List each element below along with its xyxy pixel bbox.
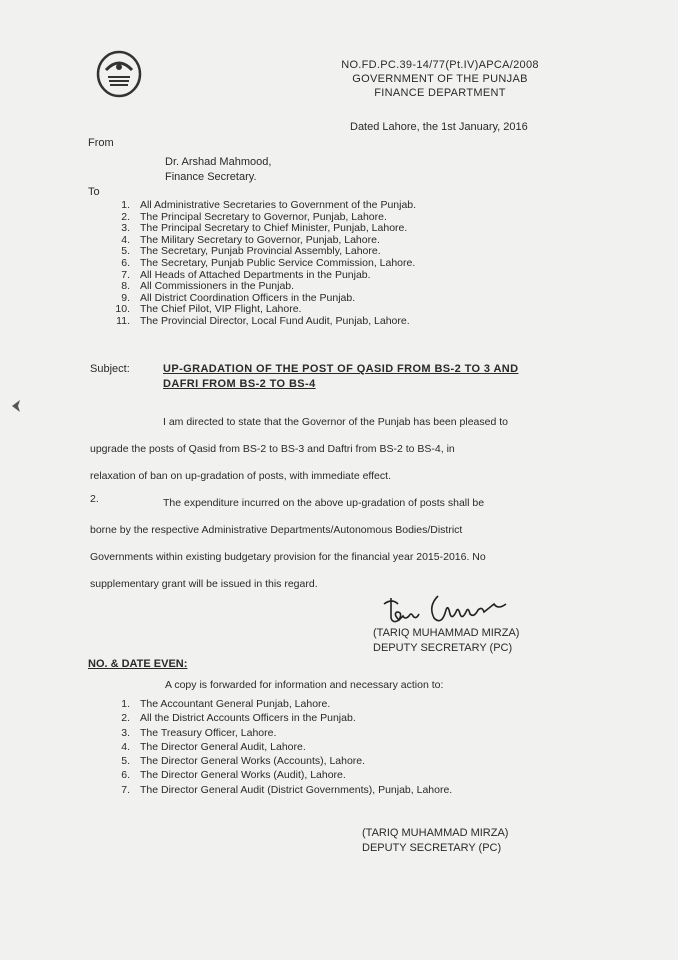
list-item bbox=[108, 697, 548, 711]
signatory-designation: DEPUTY SECRETARY (PC) bbox=[373, 642, 513, 654]
item-number: 1. bbox=[121, 698, 130, 710]
item-text: All Administrative Secretaries to Government of the Punjab. bbox=[140, 199, 417, 211]
list-item bbox=[108, 316, 528, 328]
list-item bbox=[108, 258, 528, 270]
item-text: The Director General Works (Accounts), Lahore. bbox=[140, 755, 366, 768]
item-text: The Principal Secretary to Governor, Punjab, Lahore. bbox=[140, 210, 387, 223]
item-number: 2. bbox=[121, 712, 130, 725]
punch-mark-icon bbox=[10, 398, 22, 414]
paragraph-line: The expenditure incurred on the above up-gradation of posts shall be bbox=[163, 497, 485, 509]
subject-line-1: UP-GRADATION OF THE POST OF QASID FROM BS-2 TO 3 AND bbox=[163, 363, 519, 375]
to-label: To bbox=[88, 186, 100, 198]
signature-1 bbox=[373, 627, 519, 657]
copy-recipients-list bbox=[108, 697, 548, 797]
item-text: The Accountant General Punjab, Lahore. bbox=[140, 698, 331, 710]
item-number: 3. bbox=[121, 726, 130, 739]
item-number: 9. bbox=[121, 291, 130, 304]
item-number: 6. bbox=[121, 769, 130, 782]
body-paragraph-2 bbox=[90, 490, 578, 598]
item-text: The Secretary, Punjab Provincial Assembly, Lahore. bbox=[140, 245, 381, 258]
item-text: The Secretary, Punjab Public Service Commission, Lahore. bbox=[140, 256, 416, 269]
item-number: 1. bbox=[121, 199, 130, 211]
signatory-name: (TARIQ MUHAMMAD MIRZA) bbox=[362, 827, 509, 839]
item-number: 8. bbox=[121, 280, 130, 293]
item-number: 7. bbox=[121, 783, 130, 796]
item-number: 10. bbox=[115, 303, 130, 316]
list-item bbox=[108, 200, 528, 212]
list-item bbox=[108, 740, 548, 754]
paragraph-number: 2. bbox=[90, 493, 99, 505]
government-name: GOVERNMENT OF THE PUNJAB bbox=[352, 73, 528, 85]
item-number: 4. bbox=[121, 233, 130, 246]
item-number: 6. bbox=[121, 256, 130, 269]
body-paragraph-1 bbox=[90, 409, 578, 490]
item-number: 2. bbox=[121, 210, 130, 223]
subject-line-2: DAFRI FROM BS-2 TO BS-4 bbox=[163, 378, 316, 390]
subject-text bbox=[163, 362, 583, 392]
list-item bbox=[108, 711, 548, 725]
punjab-government-logo bbox=[96, 50, 142, 98]
list-item bbox=[108, 726, 548, 740]
endorsement-intro: A copy is forwarded for information and necessary action to: bbox=[165, 679, 444, 691]
item-text: All Heads of Attached Departments in the Punjab. bbox=[140, 268, 371, 281]
signature-2 bbox=[362, 827, 508, 857]
item-text: All District Coordination Officers in the Punjab. bbox=[140, 291, 356, 304]
list-item bbox=[108, 783, 548, 797]
signatory-designation: DEPUTY SECRETARY (PC) bbox=[362, 842, 502, 854]
item-text: All Commissioners in the Punjab. bbox=[140, 280, 295, 293]
sender-name: Dr. Arshad Mahmood, bbox=[165, 156, 272, 168]
handwritten-signature bbox=[378, 594, 528, 630]
subject-label: Subject: bbox=[90, 363, 130, 375]
list-item bbox=[108, 768, 548, 782]
item-number: 11. bbox=[116, 314, 130, 327]
list-item bbox=[108, 754, 548, 768]
item-number: 7. bbox=[121, 268, 130, 281]
paragraph-line: relaxation of ban on up-gradation of posts, with immediate effect. bbox=[90, 470, 391, 482]
item-number: 5. bbox=[121, 245, 130, 258]
item-text: The Director General Audit (District Governments), Punjab, Lahore. bbox=[140, 783, 453, 796]
paragraph-line: supplementary grant will be issued in this regard. bbox=[90, 578, 318, 590]
item-text: The Treasury Officer, Lahore. bbox=[140, 726, 277, 739]
endorsement-heading: NO. & DATE EVEN: bbox=[88, 658, 188, 670]
paragraph-line: I am directed to state that the Governor of the Punjab has been pleased to bbox=[163, 416, 508, 428]
recipients-list bbox=[108, 200, 528, 328]
paragraph-line: Governments within existing budgetary provision for the financial year 2015-2016. No bbox=[90, 551, 486, 563]
paragraph-line: borne by the respective Administrative Departments/Autonomous Bodies/District bbox=[90, 524, 463, 536]
letter-date: Dated Lahore, the 1st January, 2016 bbox=[350, 121, 528, 133]
item-text: The Director General Audit, Lahore. bbox=[140, 740, 306, 753]
item-number: 4. bbox=[121, 740, 130, 753]
item-text: The Military Secretary to Governor, Punjab, Lahore. bbox=[140, 233, 380, 246]
item-number: 3. bbox=[121, 222, 130, 235]
item-number: 5. bbox=[121, 755, 130, 768]
from-label: From bbox=[88, 137, 114, 149]
reference-number: NO.FD.PC.39-14/77(Pt.IV)APCA/2008 bbox=[341, 59, 539, 71]
item-text: The Chief Pilot, VIP Flight, Lahore. bbox=[140, 303, 302, 316]
item-text: All the District Accounts Officers in the Punjab. bbox=[140, 712, 356, 725]
signatory-name: (TARIQ MUHAMMAD MIRZA) bbox=[373, 627, 520, 639]
sender-designation: Finance Secretary. bbox=[165, 171, 257, 183]
department-name: FINANCE DEPARTMENT bbox=[374, 87, 506, 99]
item-text: The Provincial Director, Local Fund Audit, Punjab, Lahore. bbox=[140, 314, 410, 327]
paragraph-line: upgrade the posts of Qasid from BS-2 to BS-3 and Daftri from BS-2 to BS-4, in bbox=[90, 443, 455, 455]
item-text: The Principal Secretary to Chief Minister, Punjab, Lahore. bbox=[140, 222, 408, 235]
item-text: The Director General Works (Audit), Lahore. bbox=[140, 769, 346, 782]
list-item bbox=[108, 281, 528, 293]
